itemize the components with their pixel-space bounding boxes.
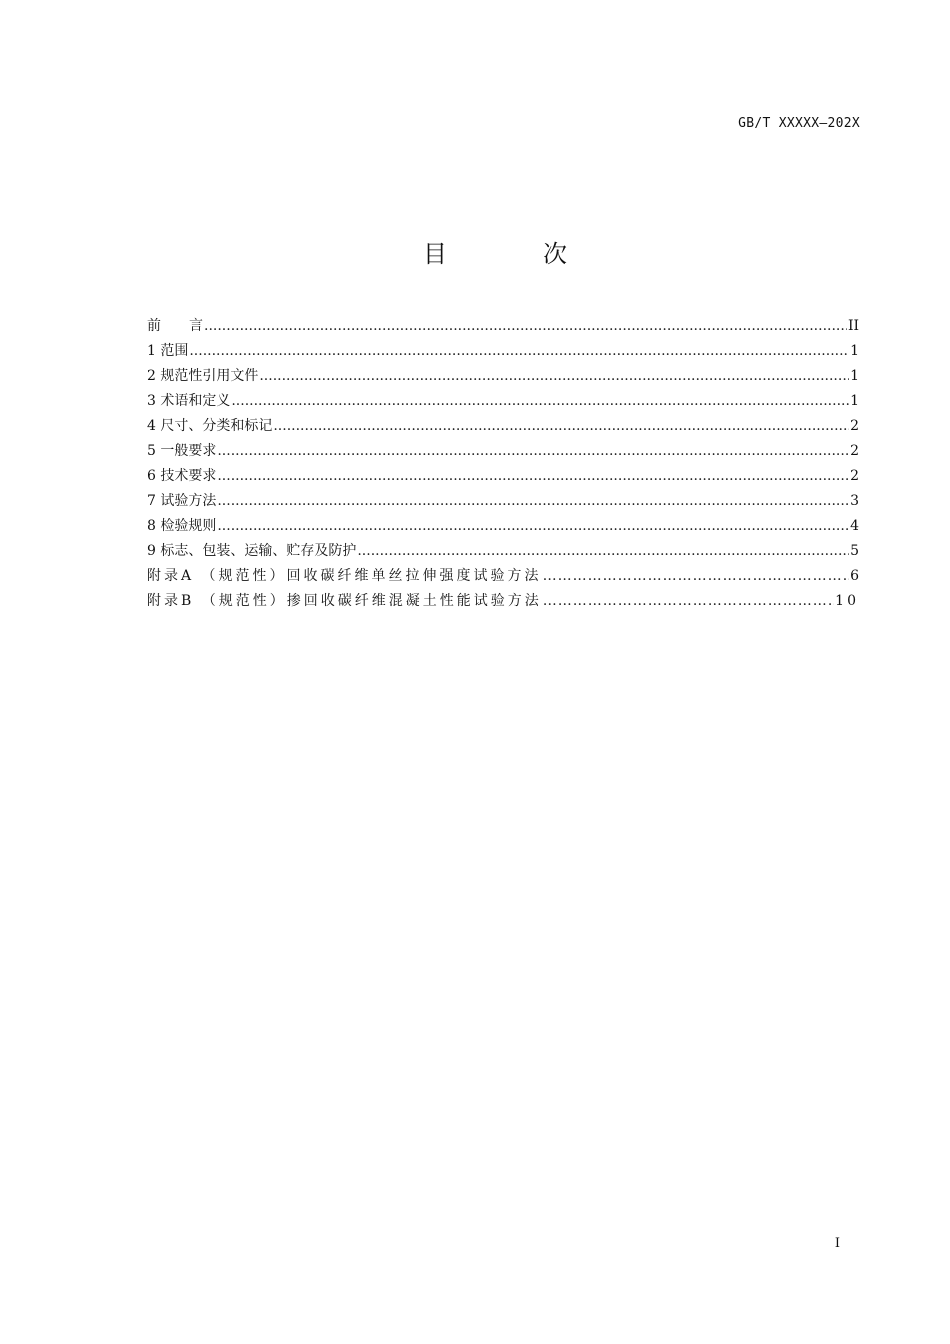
standard-code: GB/T XXXXX—202X xyxy=(738,116,860,131)
toc-entry-label: 8 检验规则 xyxy=(147,518,217,534)
toc-leader-dots xyxy=(217,514,849,539)
toc-entry-label: 附录B （规范性）掺回收碳纤维混凝土性能试验方法 xyxy=(147,593,542,609)
toc-entry-label: 9 标志、包装、运输、贮存及防护 xyxy=(147,543,357,559)
toc-leader-dots xyxy=(217,439,849,464)
toc-entry-page: 5 xyxy=(850,543,859,559)
toc-entry-label: 1 范围 xyxy=(147,343,189,359)
toc-entry-page: II xyxy=(847,318,859,334)
toc-entry-page: 10 xyxy=(835,593,859,609)
toc-entry-page: 2 xyxy=(850,468,859,484)
toc-entry-normative-references[interactable] xyxy=(147,364,859,389)
toc-entry-technical-requirements[interactable] xyxy=(147,464,859,489)
toc-entry-label: 3 术语和定义 xyxy=(147,393,231,409)
toc-entry-general-requirements[interactable] xyxy=(147,439,859,464)
toc-entry-page: 2 xyxy=(850,418,859,434)
toc-entry-label: 4 尺寸、分类和标记 xyxy=(147,418,273,434)
toc-entry-page: 6 xyxy=(850,568,859,584)
toc-entry-label: 6 技术要求 xyxy=(147,468,217,484)
toc-leader-dots xyxy=(357,539,849,564)
toc-entry-scope[interactable] xyxy=(147,339,859,364)
toc-entry-test-methods[interactable] xyxy=(147,489,859,514)
toc-entry-page: 1 xyxy=(850,393,859,409)
toc-entry-annex-a[interactable] xyxy=(147,564,859,589)
toc-entry-page: 4 xyxy=(850,518,859,534)
toc-leader-dots xyxy=(259,364,849,389)
toc-entry-foreword[interactable] xyxy=(147,314,859,339)
toc-entry-page: 1 xyxy=(850,343,859,359)
toc-entry-label: 2 规范性引用文件 xyxy=(147,368,259,384)
toc-entry-label: 前 言 xyxy=(147,318,203,334)
toc-entry-dimensions-classification[interactable] xyxy=(147,414,859,439)
toc-leader-dots xyxy=(204,314,847,339)
toc-leader-dots xyxy=(217,464,849,489)
toc-entry-marking-packaging[interactable] xyxy=(147,539,859,564)
toc-title-char-2: 次 xyxy=(543,240,567,268)
toc-leader-dots xyxy=(273,414,849,439)
toc-entry-label: 5 一般要求 xyxy=(147,443,217,459)
toc-entry-annex-b[interactable] xyxy=(147,589,859,614)
toc-entry-page: 3 xyxy=(850,493,859,509)
page-number: I xyxy=(834,1236,840,1251)
toc-leader-dots xyxy=(189,339,849,364)
toc-leader-dots xyxy=(231,389,849,414)
toc-entry-page: 1 xyxy=(850,368,859,384)
toc-entry-page: 2 xyxy=(850,443,859,459)
toc-leader-dots xyxy=(543,564,850,589)
toc-entry-label: 7 试验方法 xyxy=(147,493,217,509)
toc-title xyxy=(20,234,950,269)
toc-leader-dots xyxy=(543,589,834,614)
table-of-contents xyxy=(147,314,859,614)
toc-entry-label: 附录A （规范性）回收碳纤维单丝拉伸强度试验方法 xyxy=(147,568,542,584)
toc-entry-inspection-rules[interactable] xyxy=(147,514,859,539)
toc-leader-dots xyxy=(217,489,849,514)
toc-entry-terms-definitions[interactable] xyxy=(147,389,859,414)
toc-title-char-1: 目 xyxy=(423,240,447,268)
